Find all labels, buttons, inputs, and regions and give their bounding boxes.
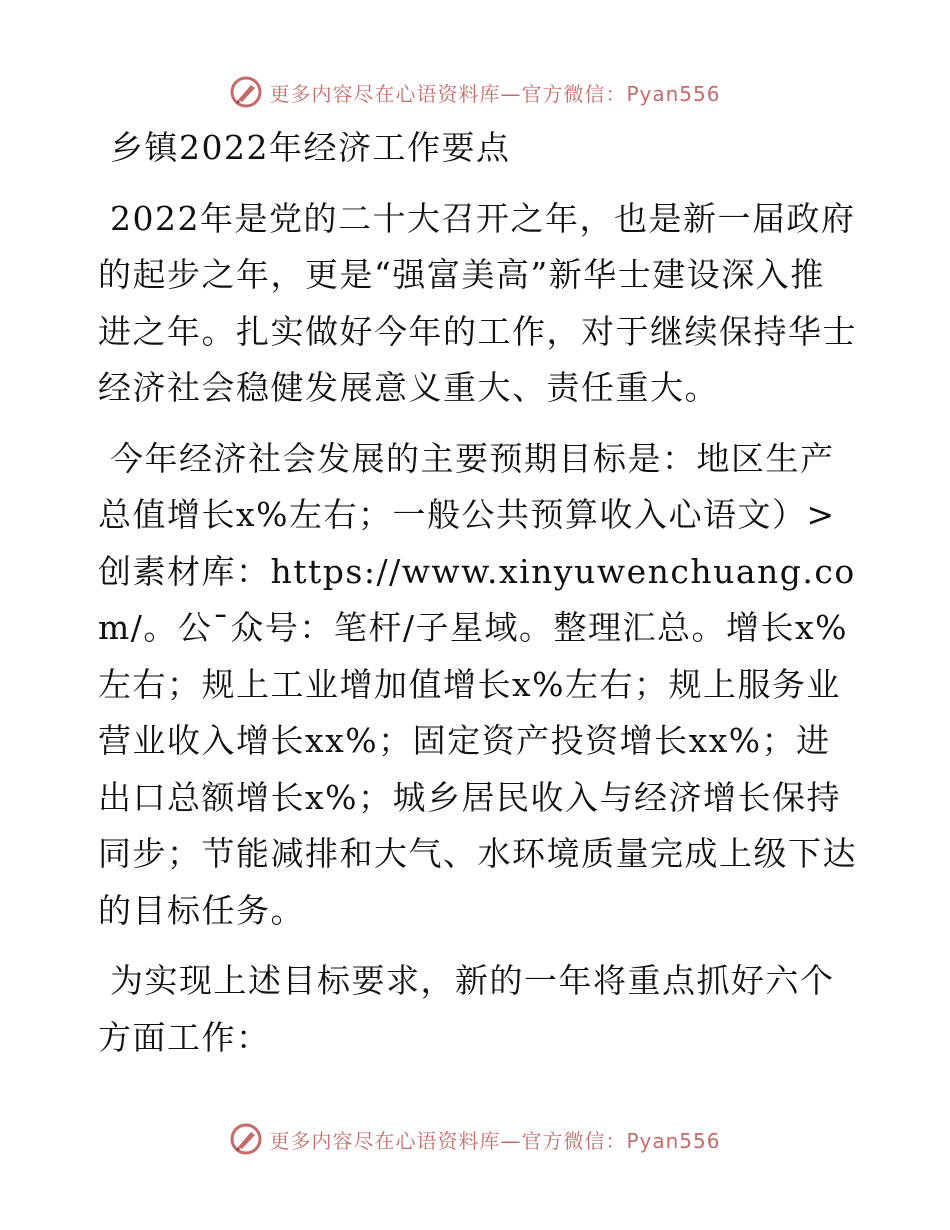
header-watermark-banner [0, 70, 950, 114]
paragraph-intro: 2022年是党的二十大召开之年，也是新一届政府的起步之年，更是“强富美高”新华士建设深入推进之年。扎实做好今年的工作，对于继续保持华士经济社会稳健发展意义重大、责任重大。 [98, 198, 857, 407]
pen-logo-icon [229, 1122, 263, 1156]
document-title: 乡镇2022年经济工作要点 [110, 128, 511, 167]
footer-watermark-banner [0, 1117, 950, 1161]
footer-banner-text: 更多内容尽在心语资料库—官方微信：Pyan556 [269, 1128, 721, 1153]
header-banner-text: 更多内容尽在心语资料库—官方微信：Pyan556 [269, 81, 721, 106]
paragraph-tasks: 为实现上述目标要求，新的一年将重点抓好六个方面工作： [98, 961, 835, 1057]
paragraph-targets: 今年经济社会发展的主要预期目标是：地区生产总值增长x%左右；一般公共预算收入心语文）>创素材库：https://www.xinyuwenchuang.com/。公¯众号：笔杆/子星域。整理汇总。增长x%左右；规上工业增加值增长x%左右；规上服务业营业收入增长xx%；固定资产投资增长xx%；进出口总额增长x%；城乡居民收入与经济增长保持同步；节能减排和大气、水环境质量完成上级下达的目标任务。 [98, 438, 857, 930]
document-body [98, 120, 858, 1066]
pen-logo-icon [229, 75, 263, 109]
